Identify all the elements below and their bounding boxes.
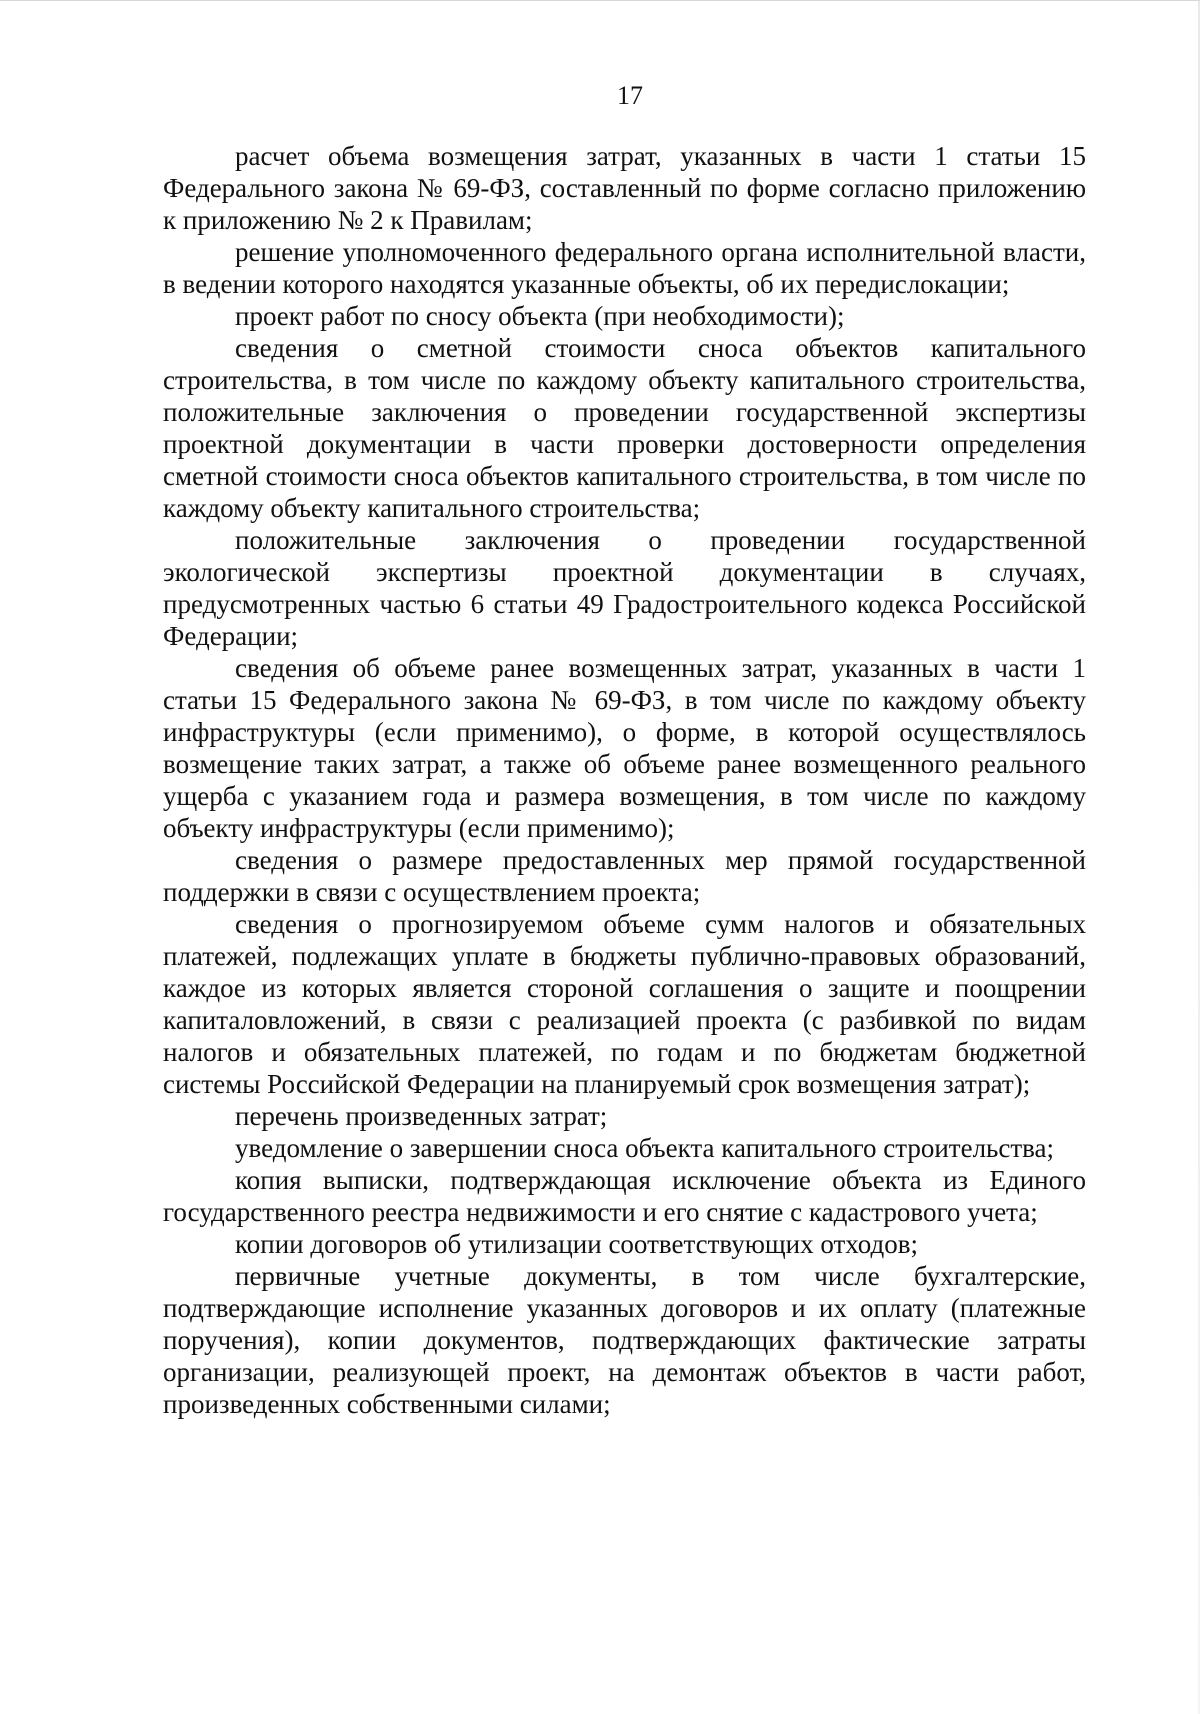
- document-body: [163, 140, 1086, 1420]
- paragraph-tax-forecast: сведения о прогнозируемом объеме сумм налогов и обязательных платежей, подлежащих уплате в бюджеты публично-правовых образований, каждое из которых является стороной соглашения о защите и поощрении капиталовложений, в связи с реализацией проекта (с разбивкой по видам налогов и обязательных платежей, по годам и по бюджетам бюджетной системы Российской Федерации на планируемый срок возмещения затрат);: [163, 909, 1086, 1099]
- paragraph-ecological-expertise: положительные заключения о проведении государственной экологической экспертизы проектной документации в случаях, предусмотренных частью 6 статьи 49 Градостроительного кодекса Российской Федерации;: [163, 525, 1086, 651]
- paragraph-waste-contracts: копии договоров об утилизации соответствующих отходов;: [235, 1229, 918, 1259]
- paragraph-relocation-decision: решение уполномоченного федерального органа исполнительной власти, в ведении которого находятся указанные объекты, об их передислокации;: [163, 237, 1086, 299]
- paragraph-accounting-documents: первичные учетные документы, в том числе бухгалтерские, подтверждающие исполнение указанных договоров и их оплату (платежные поручения), копии документов, подтверждающих фактические затраты организации, реализующей проект, на демонтаж объектов в части работ, произведенных собственными силами;: [163, 1261, 1086, 1419]
- paragraph-cost-calculation: расчет объема возмещения затрат, указанных в части 1 статьи 15 Федерального закона № 69-ФЗ, составленный по форме согласно приложению к приложению № 2 к Правилам;: [163, 141, 1086, 235]
- paragraph-previous-compensation: сведения об объеме ранее возмещенных затрат, указанных в части 1 статьи 15 Федерального закона № 69-ФЗ, в том числе по каждому объекту инфраструктуры (если применимо), о форме, в которой осуществлялось возмещение таких затрат, а также об объеме ранее возмещенного реального ущерба с указанием года и размера возмещения, в том числе по каждому объекту инфраструктуры (если применимо);: [163, 653, 1086, 843]
- paragraph-demolition-project: проект работ по сносу объекта (при необходимости);: [235, 301, 845, 331]
- paragraph-state-support: сведения о размере предоставленных мер прямой государственной поддержки в связи с осуществлением проекта;: [163, 845, 1086, 907]
- paragraph-cost-list: перечень произведенных затрат;: [235, 1101, 608, 1131]
- paragraph-demolition-notice: уведомление о завершении сноса объекта капитального строительства;: [235, 1133, 1055, 1163]
- paragraph-registry-extract: копия выписки, подтверждающая исключение объекта из Единого государственного реестра недвижимости и его снятие с кадастрового учета;: [163, 1165, 1086, 1227]
- paragraph-estimated-cost: сведения о сметной стоимости сноса объектов капитального строительства, в том числе по каждому объекту капитального строительства, положительные заключения о проведении государственной экспертизы проектной документации в части проверки достоверности определения сметной стоимости сноса объектов капитального строительства, в том числе по каждому объекту капитального строительства;: [163, 333, 1086, 523]
- page-number: 17: [617, 81, 643, 110]
